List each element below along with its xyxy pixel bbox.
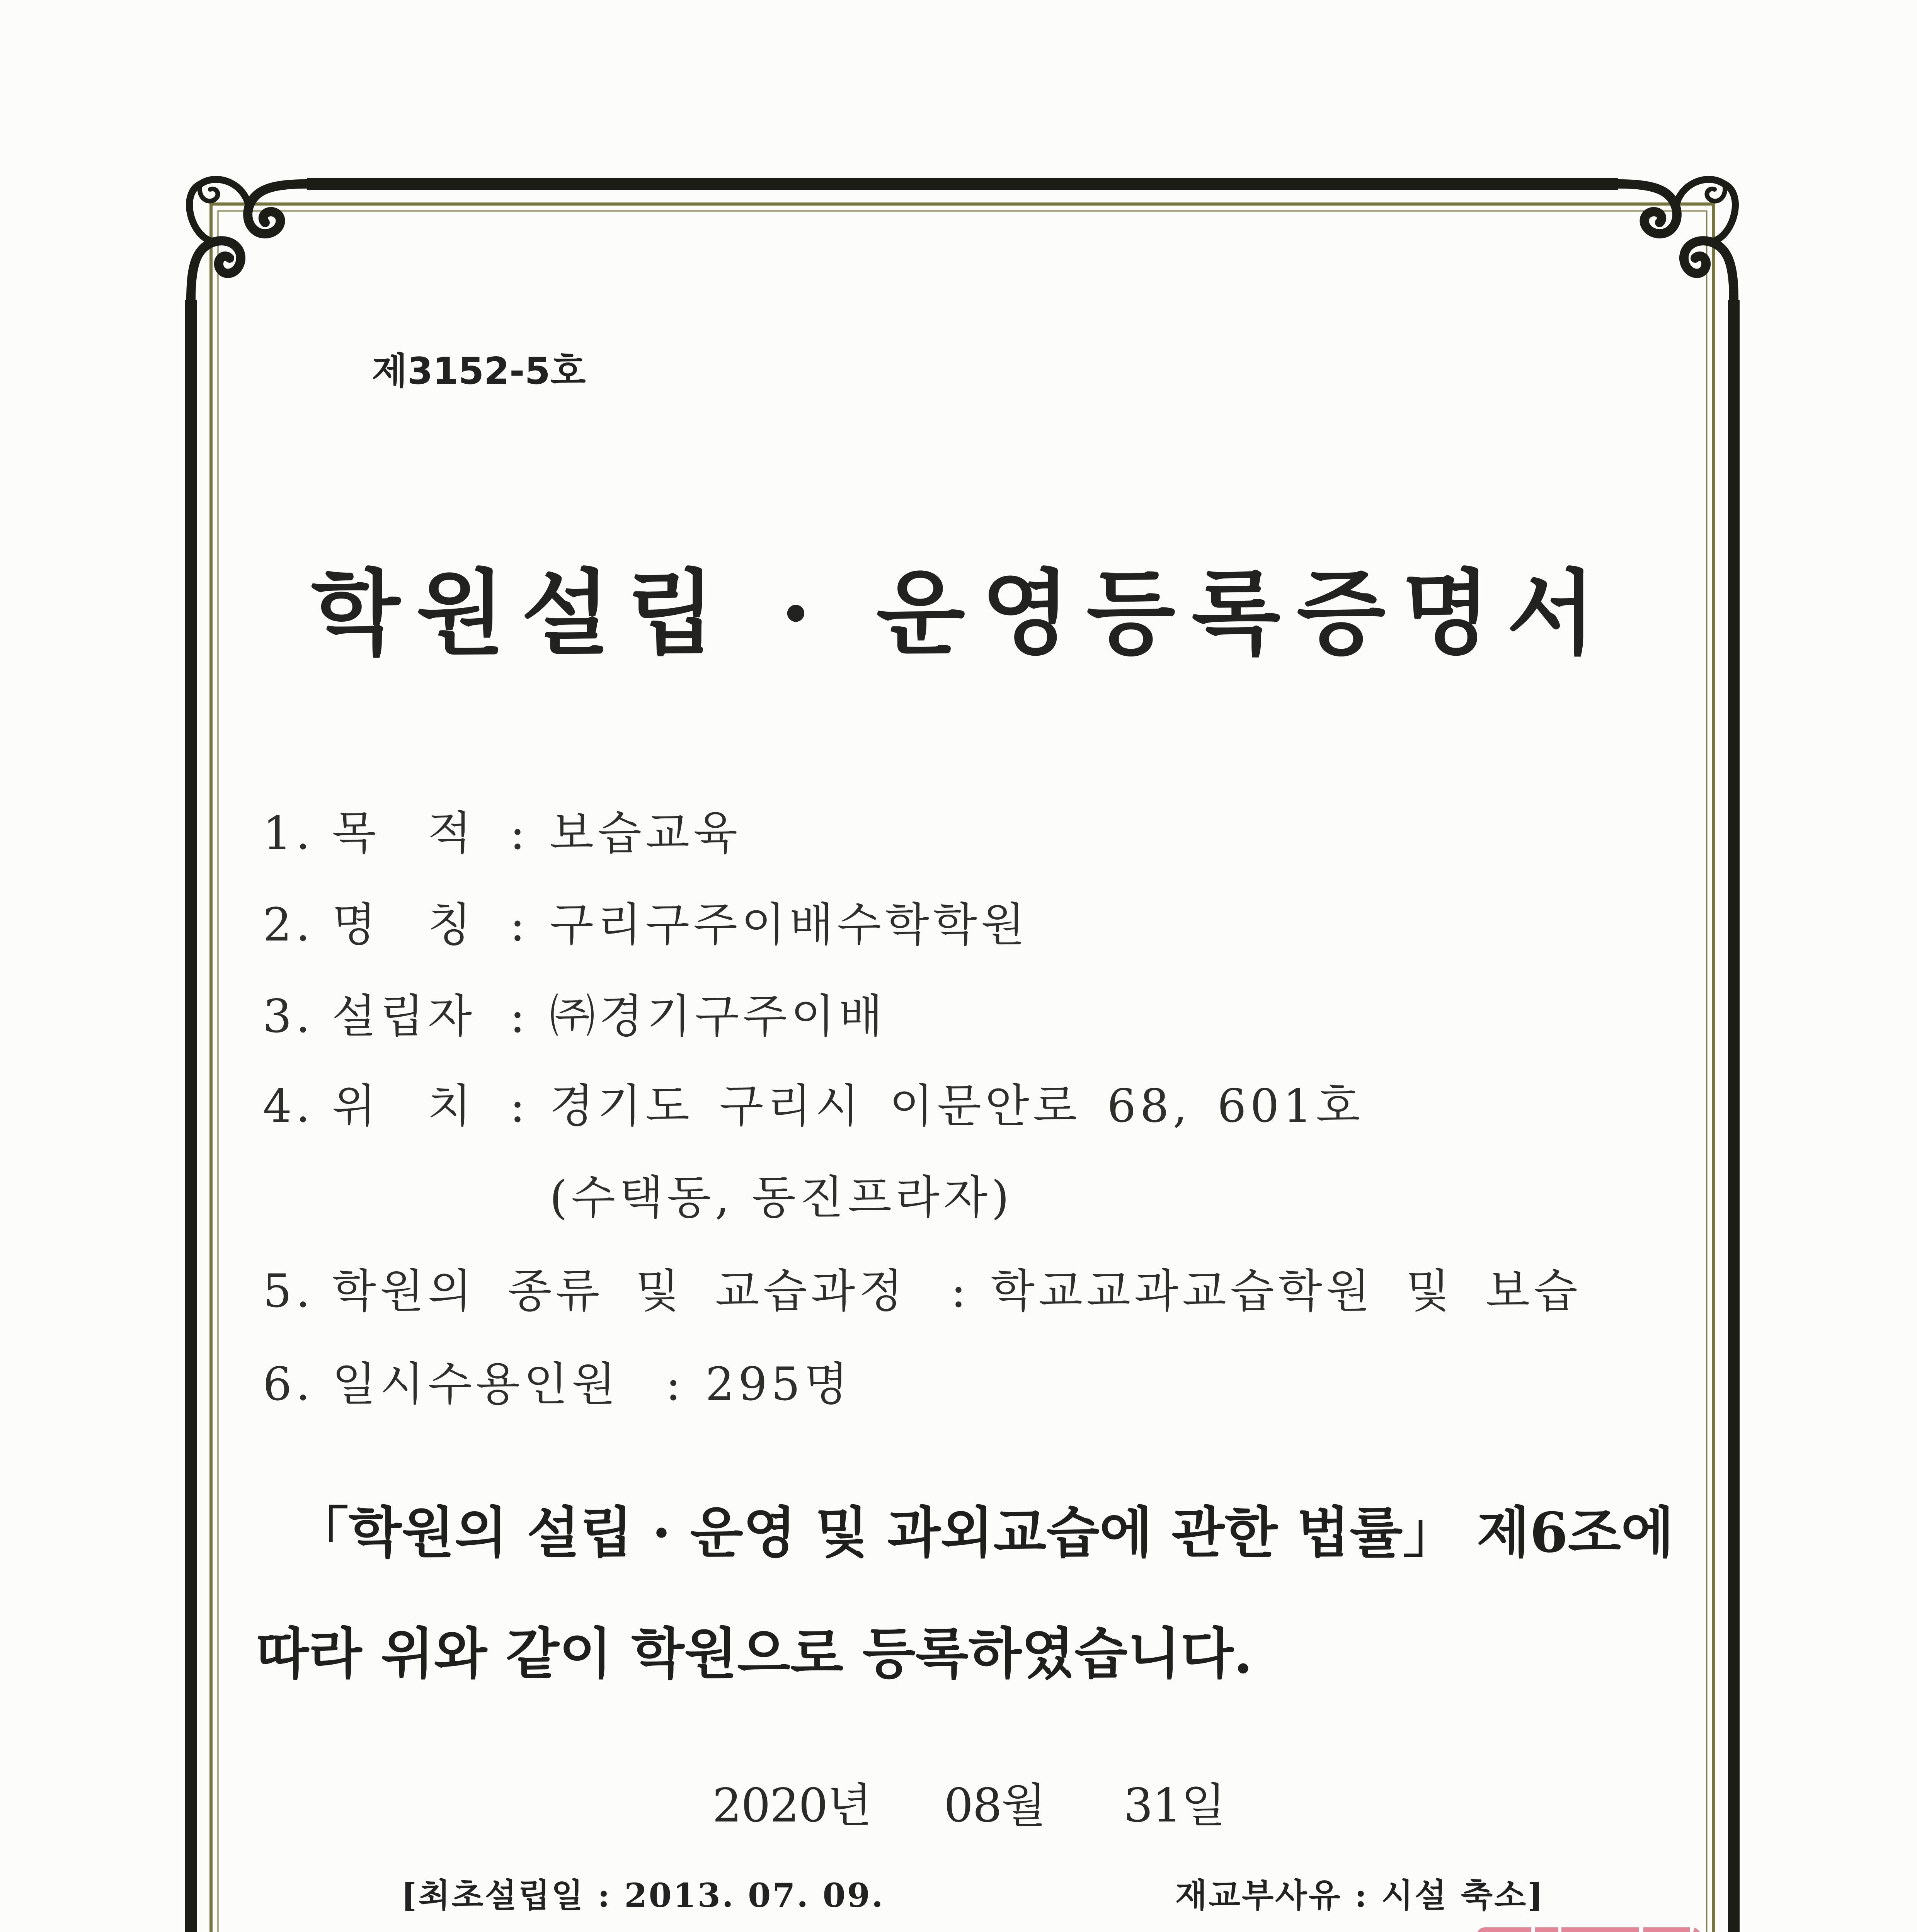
item-number: 5. <box>263 1264 314 1318</box>
item-value: 보습교육 <box>550 806 741 860</box>
item-value: 학교교과교습학원 및 보습 <box>991 1264 1582 1318</box>
item-location-continued <box>0 1171 1917 1224</box>
corner-ornament-top-left <box>189 179 307 300</box>
item-value: 295명 <box>705 1357 852 1411</box>
item-number: 3. <box>263 990 314 1043</box>
item-separator: : <box>510 806 529 860</box>
item-number: 1. <box>263 806 314 860</box>
first-established-date: [최초설립일 : 2013. 07. 09. <box>401 1876 885 1915</box>
item-location <box>0 1079 1917 1133</box>
item-label: 목 적 <box>332 806 475 860</box>
item-value: ㈜경기구주이배 <box>550 990 887 1043</box>
reissue-reason: 재교부사유 : 시설 축소] <box>1175 1876 1545 1915</box>
corner-ornament-top-right <box>1618 179 1735 300</box>
official-seal-stamp <box>1469 1920 1708 1932</box>
item-value: 경기도 구리시 이문안로 68, 601호 <box>550 1079 1364 1133</box>
item-founder <box>0 990 1917 1043</box>
item-separator: : <box>510 990 529 1043</box>
item-name <box>0 898 1917 951</box>
statement-line: 「학원의 설립 · 운영 및 과외교습에 관한 법률」 제6조에 <box>294 1501 1674 1565</box>
item-type-and-course <box>0 1264 1917 1318</box>
item-capacity <box>0 1357 1917 1411</box>
item-separator: : <box>666 1357 685 1411</box>
item-value-line2: (수택동, 동진프라자) <box>550 1171 1013 1224</box>
issue-date-year: 2020년 <box>712 1779 872 1833</box>
item-number: 2. <box>263 898 314 951</box>
issue-date-day: 31일 <box>1124 1779 1225 1833</box>
item-label: 학원의 종류 및 교습과정 <box>332 1264 907 1318</box>
item-separator: : <box>510 898 529 951</box>
item-separator: : <box>510 1079 529 1133</box>
item-label: 명 칭 <box>332 898 475 951</box>
item-label: 일시수용인원 <box>332 1357 620 1411</box>
certificate-title: 학원설립 · 운영등록증명서 <box>311 560 1612 667</box>
certificate-number: 제3152-5호 <box>372 350 586 393</box>
issue-date-month: 08월 <box>944 1779 1045 1833</box>
item-number: 6. <box>263 1357 314 1411</box>
item-purpose <box>0 806 1917 860</box>
item-label: 위 치 <box>332 1079 475 1133</box>
item-label: 설립자 <box>332 990 476 1043</box>
item-number: 4. <box>263 1079 314 1133</box>
item-value: 구리구주이배수학학원 <box>550 898 1029 951</box>
item-separator: : <box>951 1264 970 1318</box>
statement-line: 따라 위와 같이 학원으로 등록하였습니다. <box>256 1622 1253 1686</box>
